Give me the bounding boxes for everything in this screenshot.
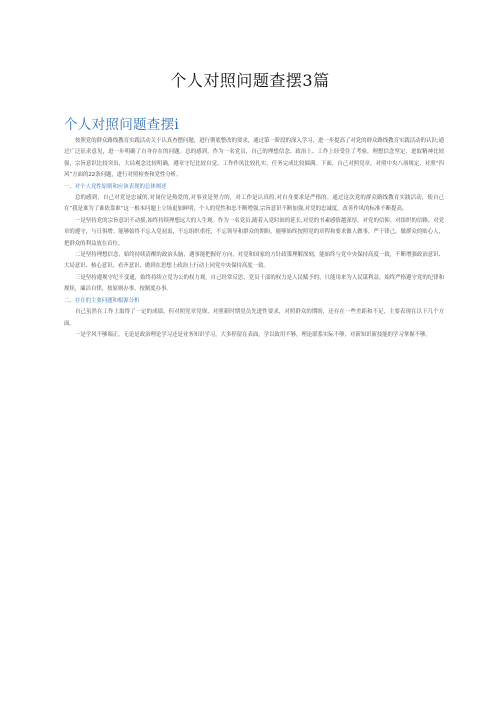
body-paragraph: 一是学风不够端正。无论是政治理论学习还是业务知识学习，大多停留在表面，学以致用不够，理论联系实际不够，对新知识新技能的学习掌握不够。	[75, 331, 431, 338]
section-title: 个人对照问题查摆i	[64, 117, 180, 133]
body-paragraph: 按照党的群众路线教育实践活动关于认真查摆问题，进行彻底整改的要求，通过第一阶段的深入学习，进一步提高了对党的群众路线教育实践活动的认识;通过广泛征求意见，进一步明确了自身存在的问题。总的感到，作为一名党员，自己的理想信念、政治上、工作上经受住了考验，理想信念坚定，进取精神比较强，宗旨意识比较突出，大局观念比较明确，遵章守纪比较自觉，工作作风比较扎实，任务完成比较圆满。下面，自己对照党章，对照中央八项规定，对照“四风”方面的22条问题，进行对照检查和党性分析。	[64, 138, 444, 179]
body-paragraph: 总的感到，自己对党是忠诚的,对岗位是热爱的,对事业是努力的，对工作是认真的,对自身要求是严格的。通过这次党的群众路线教育实践活动，使自己在“我是谁为了谁依靠谁”这一根本问题上立场更加鲜明，个人的党性和忠不断增强,宗旨意识不断加强,对党的忠诚度，改善作风的标准不断提高。	[64, 195, 444, 213]
section-heading: 二、存在的主要问题和根源分析	[64, 297, 140, 304]
body-paragraph: 自己虽然在工作上取得了一定的成绩，但对照党章党规、对照新时期党员先进性要求，对照群众的期盼，还存在一些差距和不足，主要表现在以下几个方面。	[64, 309, 444, 327]
body-paragraph: 三是坚持遵规守纪不变通，始终持续立党为公的权力观。自己经常反思，党员干部的权力是人民赋予的，只能用来为人民谋利益。始终严格遵守党的纪律和规矩，廉洁自律，按原则办事，按制度办事。	[64, 274, 444, 293]
section-heading: 一、对个人党性原则和应该表现的总体阐述	[64, 183, 167, 190]
document-body	[64, 136, 444, 341]
body-paragraph: 一是坚持党的宗旨意识不动摇,始终持续理想远大的人生观。作为一名党员,随着入党时间的延长,对党的书素感情越深厚，对党的信仰、对组织的信赖、对党章的遵守，与日俱增。能够始终不忘入党初衷，不忘组织重托，不忘领导和群众的期盼，能够始终按照党的章程和要求做人做事，严于律己，做群众的贴心人，把群众的利益放在首位。	[64, 217, 444, 247]
body-paragraph: 二是坚持理想信念，始终持续清醒的政治头脑，遇事能把握好方向，对党和国家的方针政策理解深刻，能始终与党中央保持高度一致，不断增强政治意识、大局意识、核心意识、看齐意识，做到在思想上政治上行动上同党中央保持高度一致。	[64, 252, 444, 270]
document-title: 个人对照问题查摆3篇	[170, 71, 330, 90]
